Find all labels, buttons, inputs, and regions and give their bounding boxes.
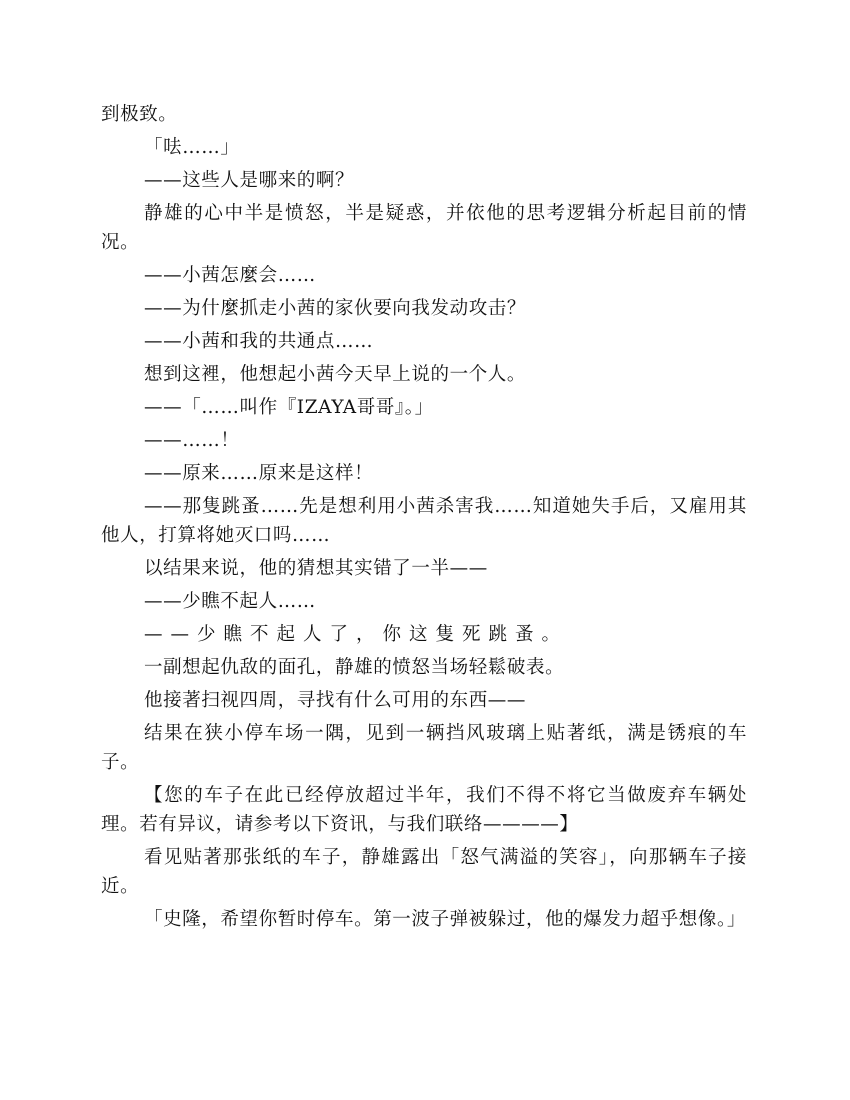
paragraph-12: ——那隻跳蚤……先是想利用小茜杀害我……知道她失手后，又雇用其他人，打算将她灭口吗…… [101, 496, 747, 546]
paragraph-8: 想到这裡，他想起小茜今天早上说的一个人。 [144, 364, 527, 385]
paragraph-7: ——小茜和我的共通点…… [144, 331, 374, 352]
paragraph-18: 结果在狭小停车场一隅，见到一辆挡风玻璃上贴著纸，满是锈痕的车子。 [101, 723, 747, 773]
paragraph-15: ——少瞧不起人了，你这隻死跳蚤。 [144, 624, 569, 645]
paragraph-14: ——少瞧不起人…… [144, 591, 316, 612]
paragraph-5: ——小茜怎麼会…… [144, 265, 316, 286]
paragraph-4: 静雄的心中半是愤怒，半是疑惑，并依他的思考逻辑分析起目前的情况。 [101, 203, 747, 253]
paragraph-2: 「呿……」 [144, 137, 240, 158]
paragraph-11: ——原来……原来是这样！ [144, 463, 374, 484]
paragraph-10: ——……！ [144, 430, 240, 451]
paragraph-6: ——为什麼抓走小茜的家伙要向我发动攻击？ [144, 298, 527, 319]
paragraph-17: 他接著扫视四周，寻找有什么可用的东西—— [144, 690, 527, 711]
paragraph-19: 【您的车子在此已经停放超过半年，我们不得不将它当做废弃车辆处理。若有异议，请参考以下资讯，与我们联络————】 [101, 785, 747, 835]
paragraph-3: ——这些人是哪来的啊？ [144, 170, 355, 191]
paragraph-21: 「史隆，希望你暂时停车。第一波子弹被躲过，他的爆发力超乎想像。」 [144, 909, 746, 930]
document-page [101, 100, 747, 938]
paragraph-9: ——「……叫作『IZAYA哥哥』。」 [144, 397, 434, 418]
paragraph-16: 一副想起仇敌的面孔，静雄的愤怒当场轻鬆破表。 [144, 657, 565, 678]
paragraph-1: 到极致。 [101, 104, 178, 125]
paragraph-13: 以结果来说，他的猜想其实错了一半—— [144, 558, 488, 579]
paragraph-20: 看见贴著那张纸的车子，静雄露出「怒气满溢的笑容」，向那辆车子接近。 [101, 847, 747, 897]
